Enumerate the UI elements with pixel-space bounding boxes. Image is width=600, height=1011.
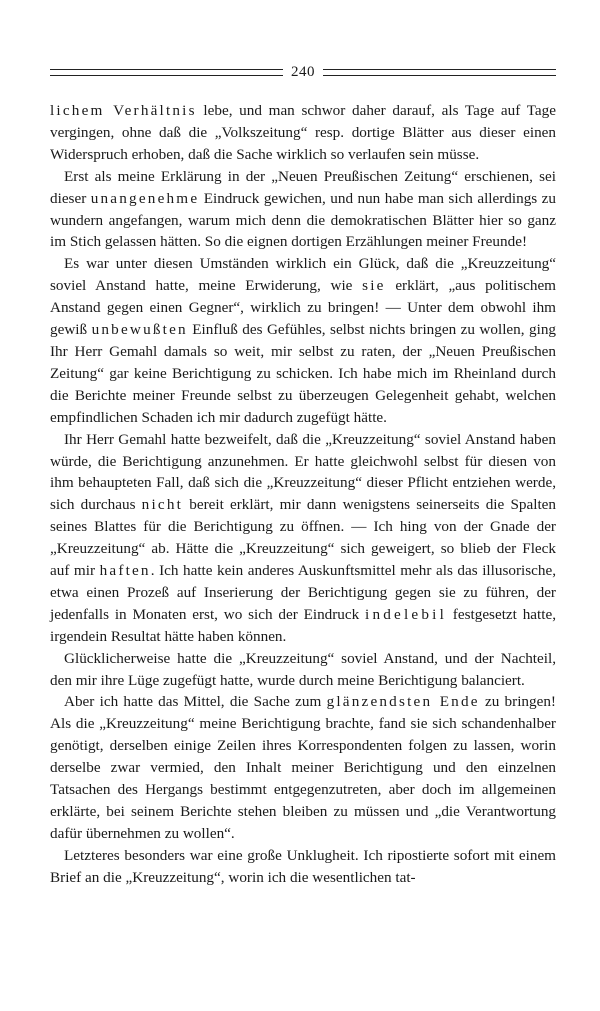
paragraph-text: Glücklicherweise hatte die „Kreuzzeitung“ soviel Anstand, und der Nachteil, den mir ihre Lüge zugefügt hatte, wurde durch meine Berichtigung balanciert. bbox=[50, 649, 556, 689]
paragraph-text: Ihr Herr Gemahl hatte bezweifelt, daß die „Kreuzzeitung“ soviel Anstand haben würde, die Berichtigung anzunehmen. Er hatte gleichwohl selbst für diesen von ihm behaupteten Fall, daß sich die „Kreuzzeitung“ dieser Pflicht entziehen werde, sich durchaus bbox=[50, 430, 556, 514]
paragraph-text: erklärt, „aus politischem Anstand gegen einen Gegner“, wirklich zu bringen! — Unter dem obwohl ihm gewiß bbox=[50, 277, 556, 339]
paragraph-6 bbox=[50, 691, 556, 844]
paragraph-text: festgesetzt hatte, irgendein Resultat hätte haben können. bbox=[50, 605, 557, 645]
paragraph-3 bbox=[50, 253, 556, 428]
paragraph-text: lebe, und man schwor daher darauf, als Tage auf Tage vergingen, ohne daß die „Volkszeitung“ resp. dortige Blätter aus dieser einen Widerspruch erhoben, daß die Sache wirklich so verlaufen sein müsse. bbox=[50, 102, 556, 163]
header-rule-right bbox=[323, 69, 556, 76]
paragraph-text: Erst als meine Erklärung in der „Neuen Preußischen Zeitung“ erschienen, sei dieser bbox=[50, 167, 556, 207]
page-number: 240 bbox=[291, 64, 315, 80]
paragraph-text: Letzteres besonders war eine große Unklugheit. Ich ripostierte sofort mit einem Brief an die „Kreuzzeitung“, worin ich die wesentlichen tat- bbox=[50, 846, 556, 886]
paragraph-text: zu bringen! Als die „Kreuzzeitung“ meine Berichtigung brachte, fand sie sich schandenhalber genötigt, derselben einige Zeilen ihres Korrespondenten folgen zu lassen, worin derselbe zwar vermied, den Inhalt meiner Berichtigung und den einzelnen Tatsachen des Hergangs bestimmt entgegenzutreten, aber doch im allgemeinen erklärte, bei seinem Berichte stehen bleiben zu müssen und „die Verantwortung dafür übernehmen zu wollen“. bbox=[50, 693, 556, 842]
paragraph-4 bbox=[50, 429, 556, 648]
spaced-text: sie bbox=[362, 277, 386, 295]
paragraph-5 bbox=[50, 648, 556, 692]
paragraph-text: Es war unter diesen Umständen wirklich ein Glück, daß die „Kreuzzeitung“ soviel Anstand hatte, meine Erwiderung, wie bbox=[50, 255, 556, 295]
paragraph-text: Aber ich hatte das Mittel, die Sache zum bbox=[64, 693, 327, 711]
spaced-text: indelebil bbox=[365, 605, 447, 623]
paragraph-2 bbox=[50, 166, 556, 254]
paragraph-text: . Ich hatte kein anderes Auskunftsmittel mehr als das illusorische, etwa einen Prozeß auf Inserierung der Berichtigung gegen sie zu führen, der jedenfalls in Monaten erst, wo sich der Eindruck bbox=[50, 562, 557, 623]
paragraph-text: bereit erklärt, mir dann wenigstens seinerseits die Spalten seines Blattes für die Berichtigung zu öffnen. — Ich hing von der Gnade der „Kreuzzeitung“ ab. Hätte die „Kreuzzeitung“ sich geweigert, so blieb der Fleck auf mir bbox=[50, 496, 556, 580]
spaced-text: unbewußten bbox=[91, 321, 188, 339]
spaced-text: Verhältnis bbox=[104, 102, 197, 119]
running-header bbox=[50, 60, 556, 84]
page-body bbox=[50, 100, 556, 889]
paragraph-text: Einfluß des Gefühles, selbst nichts bringen zu wollen, ging Ihr Herr Gemahl damals so weit, mir selbst zu raten, der „Neuen Preußischen Zeitung“ gar keine Berichtigung zu schicken. Ich habe mich im Rheinland durch die Berichte meiner Freunde selbst zu überzeugen Gelegenheit gehabt, welchen empfindlichen Schaden ich mir dadurch zugefügt hätte. bbox=[50, 321, 557, 426]
spaced-text: lichem bbox=[50, 102, 105, 119]
spaced-text: haften bbox=[99, 562, 151, 580]
paragraph-1 bbox=[50, 100, 556, 166]
paragraph-7 bbox=[50, 845, 556, 889]
paragraph-text: Eindruck gewichen, und nun habe man sich allerdings zu wundern angefangen, warum mich denn die demokratischen Blätter hier so ganz im Stich gelassen hätten. So die eignen dortigen Erzählungen meiner Freunde! bbox=[50, 189, 557, 251]
spaced-text: nicht bbox=[141, 496, 184, 514]
spaced-text: unangenehme bbox=[90, 189, 200, 207]
spaced-text: glänzendsten Ende bbox=[326, 693, 480, 711]
header-rule-left bbox=[50, 69, 283, 76]
